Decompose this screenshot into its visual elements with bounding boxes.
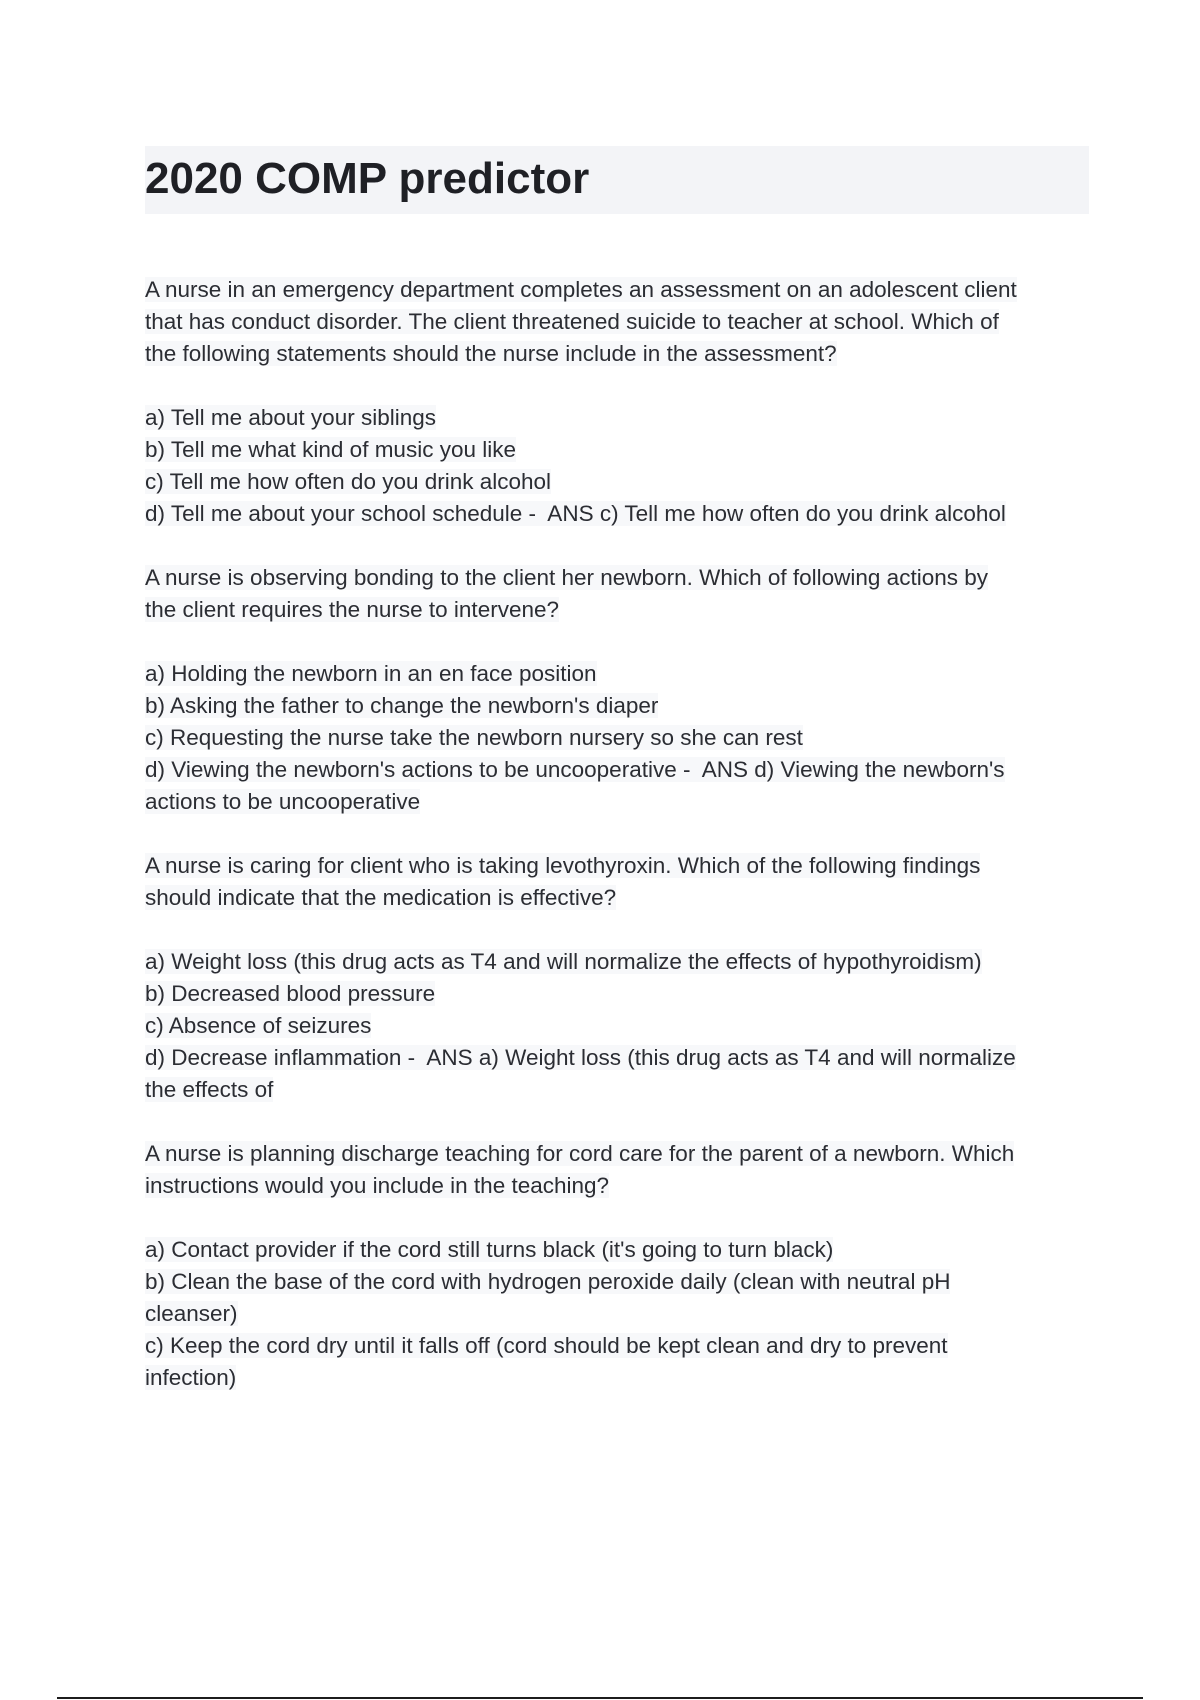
title-banner bbox=[145, 146, 1089, 214]
answer-option: a) Weight loss (this drug acts as T4 and will normalize the effects of hypothyroidism) bbox=[145, 949, 982, 974]
answer-option-with-key: d) Tell me about your school schedule - ANS c) Tell me how often do you drink alcohol bbox=[145, 501, 1006, 526]
question-stem-line: the client requires the nurse to intervene? bbox=[145, 597, 559, 622]
answer-option: b) Tell me what kind of music you like bbox=[145, 437, 516, 462]
question-list bbox=[145, 274, 1095, 1426]
question-stem-line: instructions would you include in the teaching? bbox=[145, 1173, 610, 1198]
answer-options-3 bbox=[145, 946, 1095, 1106]
answer-option: a) Contact provider if the cord still turns black (it's going to turn black) bbox=[145, 1237, 834, 1262]
answer-option: b) Decreased blood pressure bbox=[145, 981, 436, 1006]
answer-option: c) Keep the cord dry until it falls off (cord should be kept clean and dry to prevent bbox=[145, 1333, 948, 1358]
answer-option-continuation: cleanser) bbox=[145, 1301, 238, 1326]
question-stem-line: A nurse is planning discharge teaching for cord care for the parent of a newborn. Which bbox=[145, 1141, 1015, 1166]
answer-options-2 bbox=[145, 658, 1095, 818]
answer-option-continuation: the effects of bbox=[145, 1077, 274, 1102]
answer-option: b) Clean the base of the cord with hydrogen peroxide daily (clean with neutral pH bbox=[145, 1269, 951, 1294]
answer-option: c) Requesting the nurse take the newborn nursery so she can rest bbox=[145, 725, 803, 750]
footer-divider bbox=[57, 1697, 1143, 1699]
question-stem-line: that has conduct disorder. The client threatened suicide to teacher at school. Which of bbox=[145, 309, 999, 334]
page-title: 2020 COMP predictor bbox=[145, 154, 590, 203]
question-block-1 bbox=[145, 274, 1095, 530]
question-stem-line: A nurse is caring for client who is taking levothyroxin. Which of the following findings bbox=[145, 853, 981, 878]
question-stem-line: should indicate that the medication is effective? bbox=[145, 885, 617, 910]
question-block-3 bbox=[145, 850, 1095, 1106]
question-block-2 bbox=[145, 562, 1095, 818]
question-stem-2 bbox=[145, 562, 1095, 626]
answer-option: c) Tell me how often do you drink alcohol bbox=[145, 469, 552, 494]
question-block-4 bbox=[145, 1138, 1095, 1394]
answer-option-continuation: infection) bbox=[145, 1365, 237, 1390]
answer-option: a) Tell me about your siblings bbox=[145, 405, 436, 430]
answer-option-continuation: actions to be uncooperative bbox=[145, 789, 421, 814]
question-stem-4 bbox=[145, 1138, 1095, 1202]
question-stem-line: A nurse in an emergency department completes an assessment on an adolescent client bbox=[145, 277, 1017, 302]
answer-option: b) Asking the father to change the newborn's diaper bbox=[145, 693, 659, 718]
question-stem-1 bbox=[145, 274, 1095, 370]
question-stem-3 bbox=[145, 850, 1095, 914]
answer-option-with-key: d) Decrease inflammation - ANS a) Weight loss (this drug acts as T4 and will normalize bbox=[145, 1045, 1016, 1070]
answer-options-4 bbox=[145, 1234, 1095, 1394]
answer-option-with-key: d) Viewing the newborn's actions to be uncooperative - ANS d) Viewing the newborn's bbox=[145, 757, 1005, 782]
answer-option: a) Holding the newborn in an en face position bbox=[145, 661, 597, 686]
answer-options-1 bbox=[145, 402, 1095, 530]
question-stem-line: A nurse is observing bonding to the client her newborn. Which of following actions by bbox=[145, 565, 988, 590]
answer-option: c) Absence of seizures bbox=[145, 1013, 372, 1038]
question-stem-line: the following statements should the nurse include in the assessment? bbox=[145, 341, 837, 366]
